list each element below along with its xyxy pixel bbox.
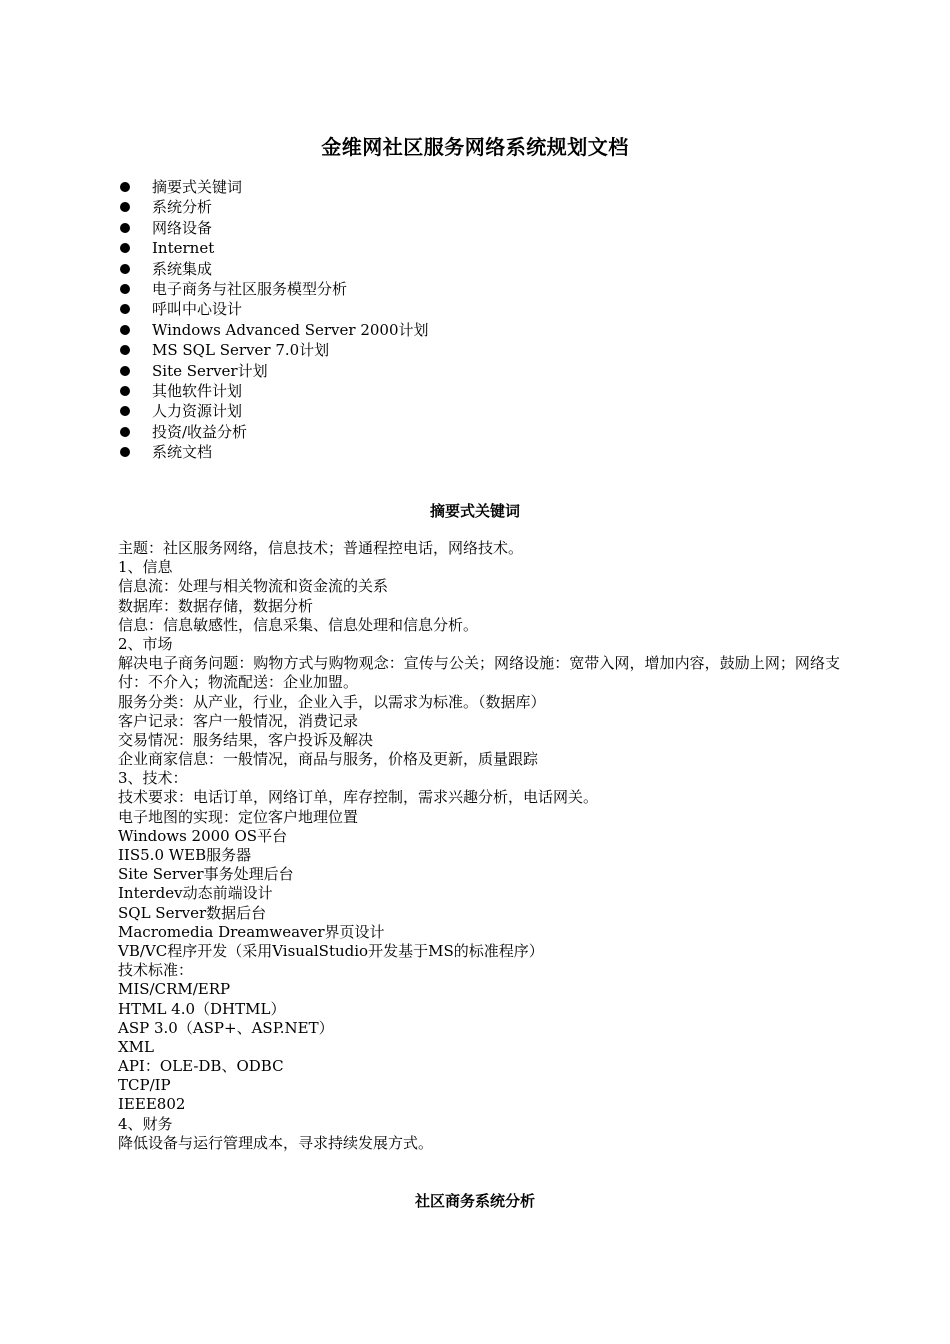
toc-item: 网络设备 (118, 218, 429, 238)
body-line: 主题：社区服务网络，信息技术；普通程控电话，网络技术。 (118, 539, 524, 557)
body-paragraph: 解决电子商务问题：购物方式与购物观念：宣传与公关；网络设施：宽带入网，增加内容，鼓励上网；网络支付：不介入；物流配送：企业加盟。 (118, 654, 840, 692)
body-line: Site Server事务处理后台 (118, 865, 294, 884)
body-line: 交易情况：服务结果，客户投诉及解决 (118, 730, 374, 749)
bullet-icon (120, 427, 130, 437)
body-line: 信息流：处理与相关物流和资金流的关系 (118, 577, 389, 596)
bullet-icon (120, 447, 130, 457)
toc-item: 呼叫中心设计 (118, 299, 429, 319)
toc-item: 人力资源计划 (118, 401, 429, 421)
document-title: 金维网社区服务网络系统规划文档 (321, 135, 629, 159)
bullet-icon (120, 182, 130, 192)
bullet-icon (120, 406, 130, 416)
body-line: Macromedia Dreamweaver界页设计 (118, 922, 385, 941)
toc-item: 摘要式关键词 (118, 177, 429, 197)
section-heading-keywords: 摘要式关键词 (429, 502, 520, 520)
body-line: IIS5.0 WEB服务器 (118, 846, 252, 865)
body-line: 信息：信息敏感性，信息采集、信息处理和信息分析。 (118, 615, 479, 634)
toc-item: 投资/收益分析 (118, 422, 429, 442)
toc-item: 其他软件计划 (118, 381, 429, 401)
body-line: 企业商家信息：一般情况，商品与服务，价格及更新，质量跟踪 (118, 750, 539, 769)
section-heading-analysis: 社区商务系统分析 (414, 1192, 535, 1210)
bullet-icon (120, 223, 130, 233)
body-line: Windows 2000 OS平台 (118, 826, 288, 845)
body-line: 客户记录：客户一般情况，消费记录 (118, 711, 359, 730)
table-of-contents (118, 177, 429, 462)
bullet-icon (120, 386, 130, 396)
toc-item: 电子商务与社区服务模型分析 (118, 279, 429, 299)
bullet-icon (120, 284, 130, 294)
toc-item: 系统文档 (118, 442, 429, 462)
body-line: 降低设备与运行管理成本，寻求持续发展方式。 (118, 1133, 434, 1152)
toc-item: Site Server计划 (118, 361, 429, 381)
body-line: IEEE802 (118, 1095, 186, 1114)
bullet-icon (120, 304, 130, 314)
body-line: 服务分类：从产业，行业，企业入手，以需求为标准。（数据库） (118, 692, 546, 711)
body-line: 技术要求：电话订单，网络订单，库存控制，需求兴趣分析，电话网关。 (118, 788, 599, 807)
body-line: HTML 4.0（DHTML） (118, 999, 286, 1018)
body-line: SQL Server数据后台 (118, 903, 267, 922)
bullet-icon (120, 202, 130, 212)
toc-item: 系统集成 (118, 259, 429, 279)
toc-item: Windows Advanced Server 2000计划 (118, 320, 429, 340)
body-line: 1、信息 (118, 558, 173, 577)
toc-item: Internet (118, 238, 429, 258)
body-line: VB/VC程序开发（采用VisualStudio开发基于MS的标准程序） (118, 941, 544, 960)
body-line: Interdev动态前端设计 (118, 884, 273, 903)
body-line: 技术标准： (118, 961, 194, 980)
body-line: 2、市场 (118, 634, 173, 653)
bullet-icon (120, 325, 130, 335)
body-line: API：OLE-DB、ODBC (118, 1057, 284, 1076)
body-line: ASP 3.0（ASP+、ASP.NET） (118, 1018, 334, 1037)
bullet-icon (120, 366, 130, 376)
bullet-icon (120, 264, 130, 274)
body-line: TCP/IP (118, 1076, 171, 1095)
bullet-icon (120, 345, 130, 355)
bullet-icon (120, 243, 130, 253)
toc-item: MS SQL Server 7.0计划 (118, 340, 429, 360)
toc-item: 系统分析 (118, 197, 429, 217)
body-line: 电子地图的实现：定位客户地理位置 (118, 807, 359, 826)
body-line: 3、技术： (118, 769, 188, 788)
body-line: 数据库：数据存储，数据分析 (118, 596, 314, 615)
body-line: XML (118, 1037, 154, 1056)
body-line: 4、财务 (118, 1114, 173, 1133)
section-body-keywords (118, 539, 840, 1153)
body-line: MIS/CRM/ERP (118, 980, 231, 999)
